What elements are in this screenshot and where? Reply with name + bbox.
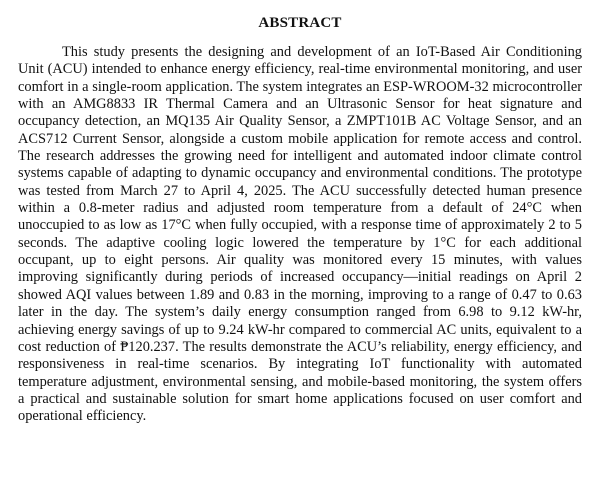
abstract-paragraph: This study presents the designing and development of an IoT-Based Air Conditioning Unit (ACU) intended to enhance energy efficiency, real-time environmental monitoring, and user comfort in a single-room application. The system integrates an ESP-WROOM-32 microcontroller with an AMG8833 IR Thermal Camera and an Ultrasonic Sensor for heat signature and occupancy detection, an MQ135 Air Quality Sensor, a ZMPT101B AC Voltage Sensor, and an ACS712 Current Sensor, alongside a custom mobile application for remote access and control. The research addresses the growing need for intelligent and automated indoor climate control systems capable of adapting to dynamic occupancy and environmental conditions. The prototype was tested from March 27 to April 4, 2025. The ACU successfully detected human presence within a 0.8-meter radius and adjusted room temperature from a default of 24°C when unoccupied to as low as 17°C when fully occupied, with a response time of approximately 2 to 5 seconds. The adaptive cooling logic lowered the temperature by 1°C for each additional occupant, up to eight persons. Air quality was monitored every 15 minutes, with values improving significantly during periods of increased occupancy—initial readings on April 2 showed AQI values between 1.89 and 0.83 in the morning, improving to a range of 0.47 to 0.63 later in the day. The system’s daily energy consumption ranged from 6.98 to 9.12 kW-hr, achieving energy savings of up to 9.24 kW-hr compared to commercial AC units, equivalent to a cost reduction of ₱120.237. The results demonstrate the ACU’s reliability, energy efficiency, and responsiveness in real-time scenarios. By integrating IoT functionality with automated temperature adjustment, environmental sensing, and mobile-based monitoring, the system offers a practical and sustainable solution for smart home applications focused on user comfort and operational efficiency. <box>18 44 582 425</box>
abstract-heading: ABSTRACT <box>258 15 342 31</box>
